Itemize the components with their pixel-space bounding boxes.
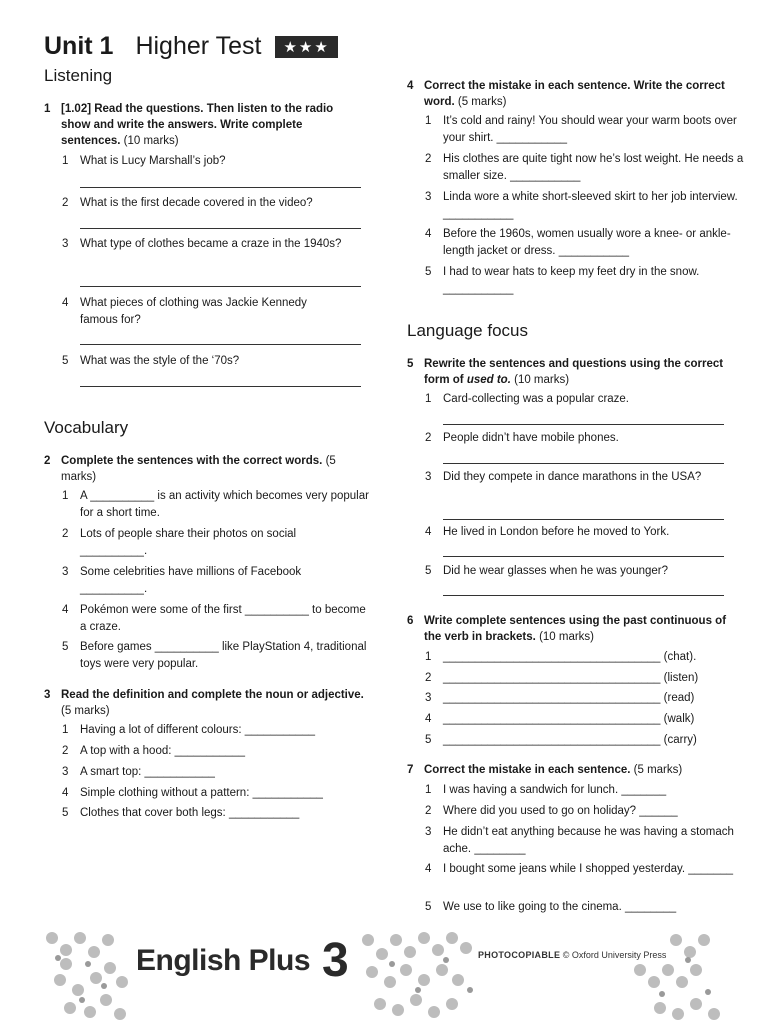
q1-item-2 xyxy=(44,195,364,212)
q2-item-3 xyxy=(44,564,364,598)
item-number: 1 xyxy=(425,115,432,127)
brand-level-number: 3 xyxy=(322,934,349,987)
question-2 xyxy=(44,453,364,485)
item-number: 1 xyxy=(425,784,432,796)
answer-blank[interactable]: __________________________________ xyxy=(443,651,661,663)
item-number: 2 xyxy=(425,672,432,684)
item-text: What is Lucy Marshall’s job? xyxy=(80,155,226,167)
item-text: I was having a sandwich for lunch. _______ xyxy=(443,784,667,796)
item-number: 5 xyxy=(62,355,69,367)
item-number: 1 xyxy=(425,651,432,663)
question-number: 6 xyxy=(407,615,414,627)
instruction-text: Rewrite the sentences and questions using the correct form of xyxy=(424,358,724,386)
copyright-text: © Oxford University Press xyxy=(562,950,667,960)
verb-hint: (carry) xyxy=(663,734,697,746)
q6-item-4 xyxy=(407,711,727,728)
item-number: 3 xyxy=(425,191,432,203)
item-number: 1 xyxy=(62,155,69,167)
copyright-notice xyxy=(474,948,670,962)
q4-item-4 xyxy=(407,226,731,260)
q3-item-2 xyxy=(44,743,364,760)
decorative-dot-pattern xyxy=(0,920,768,1024)
answer-line[interactable] xyxy=(443,595,724,596)
item-text: Before the 1960s, women usually wore a knee- or ankle-length jacket or dress. ___________ xyxy=(443,228,731,257)
q4-item-3 xyxy=(407,189,738,223)
item-number: 3 xyxy=(425,471,432,483)
marks-label: (5 marks) xyxy=(61,705,110,717)
q3-item-1 xyxy=(44,722,364,739)
q1-item-3 xyxy=(44,236,364,253)
item-text: I had to wear hats to keep my feet dry in the snow. ___________ xyxy=(443,266,700,295)
item-text: A __________ is an activity which becomes very popular for a short time. xyxy=(80,490,369,519)
q5-item-3 xyxy=(407,469,727,486)
item-number: 4 xyxy=(62,604,69,616)
q7-item-2 xyxy=(407,803,727,820)
instruction-text: Write complete sentences using the past continuous of the verb in brackets. xyxy=(424,615,727,643)
item-text: Pokémon were some of the first __________ to become a craze. xyxy=(80,604,366,633)
q5-item-5 xyxy=(407,563,727,580)
item-text: Did he wear glasses when he was younger? xyxy=(443,565,669,577)
item-text: People didn’t have mobile phones. xyxy=(443,432,619,444)
q5-item-2 xyxy=(407,430,727,447)
item-number: 4 xyxy=(425,863,432,875)
answer-line[interactable] xyxy=(443,463,724,464)
item-text: Did they compete in dance marathons in the USA? xyxy=(443,471,702,483)
q3-item-5 xyxy=(44,805,364,822)
question-6 xyxy=(407,613,727,645)
item-text: It’s cold and rainy! You should wear your warm boots over your shirt. ___________ xyxy=(443,115,737,144)
marks-label: (5 marks) xyxy=(457,96,507,108)
question-3 xyxy=(44,687,364,719)
question-7-instruction xyxy=(407,762,727,778)
answer-line[interactable] xyxy=(80,228,361,229)
item-number: 1 xyxy=(62,490,69,502)
item-text: Linda wore a white short-sleeved skirt to her job interview. ___________ xyxy=(443,191,738,220)
q4-item-5 xyxy=(407,264,727,298)
answer-line[interactable] xyxy=(80,286,361,287)
item-text: Clothes that cover both legs: ___________ xyxy=(80,807,300,819)
answer-blank[interactable]: __________________________________ xyxy=(443,692,661,704)
item-text: We use to like going to the cinema. ________ xyxy=(443,901,677,913)
question-5-instruction xyxy=(407,356,727,388)
item-number: 5 xyxy=(425,266,432,278)
q2-item-5 xyxy=(44,639,367,673)
brand-name: English Plus xyxy=(136,944,311,977)
instruction-text: [1.02] Read the questions. Then listen to the radio show and write the answers. Write complete sentences. xyxy=(61,103,334,147)
q4-item-1 xyxy=(407,113,737,147)
item-text: Card-collecting was a popular craze. xyxy=(443,393,630,405)
marks-label: (10 marks) xyxy=(123,135,179,147)
item-number: 2 xyxy=(425,153,432,165)
photocopiable-label: PHOTOCOPIABLE xyxy=(478,950,561,960)
marks-label: (5 marks) xyxy=(633,764,683,776)
item-number: 5 xyxy=(425,901,432,913)
item-text: What was the style of the ‘70s? xyxy=(80,355,240,367)
question-number: 4 xyxy=(407,80,414,92)
q6-item-3 xyxy=(407,690,727,707)
section-title-language-focus: Language focus xyxy=(407,321,528,340)
item-number: 4 xyxy=(425,713,432,725)
item-text: He lived in London before he moved to York. xyxy=(443,526,670,538)
item-text: What pieces of clothing was Jackie Kennedy famous for? xyxy=(80,297,307,326)
item-number: 1 xyxy=(62,724,69,736)
item-text: What is the first decade covered in the video? xyxy=(80,197,313,209)
instruction-text: Correct the mistake in each sentence. Write the correct word. xyxy=(424,80,725,108)
question-5 xyxy=(407,356,727,388)
item-number: 5 xyxy=(425,734,432,746)
answer-line[interactable] xyxy=(80,187,361,188)
q7-item-5 xyxy=(407,899,727,916)
instruction-text: Complete the sentences with the correct words. xyxy=(61,455,323,467)
item-number: 1 xyxy=(425,393,432,405)
instruction-text: Correct the mistake in each sentence. xyxy=(424,764,631,776)
marks-label: (5 marks) xyxy=(61,455,336,483)
brand-logo xyxy=(128,932,357,990)
item-text: His clothes are quite tight now he’s lost weight. He needs a smaller size. ___________ xyxy=(443,153,744,182)
q2-item-4 xyxy=(44,602,364,636)
q3-item-3 xyxy=(44,764,364,781)
q2-item-1 xyxy=(44,488,369,522)
section-title-vocabulary: Vocabulary xyxy=(44,418,129,437)
q1-item-5 xyxy=(44,353,364,370)
item-number: 3 xyxy=(62,238,69,250)
verb-hint: (walk) xyxy=(663,713,695,725)
item-number: 4 xyxy=(62,297,69,309)
item-text: Simple clothing without a pattern: ___________ xyxy=(80,787,323,799)
question-number: 7 xyxy=(407,764,414,776)
item-number: 2 xyxy=(62,197,69,209)
item-text: Lots of people share their photos on social __________. xyxy=(80,528,297,557)
item-text: A top with a hood: ___________ xyxy=(80,745,245,757)
item-number: 2 xyxy=(62,745,69,757)
answer-blank[interactable]: __________________________________ xyxy=(443,672,661,684)
answer-blank[interactable]: __________________________________ xyxy=(443,734,661,746)
page-header xyxy=(44,32,338,61)
instruction-emphasis: used to. xyxy=(466,374,511,386)
q2-item-2 xyxy=(44,526,364,560)
question-number: 2 xyxy=(44,455,51,467)
answer-line[interactable] xyxy=(80,386,361,387)
marks-label: (10 marks) xyxy=(514,374,570,386)
q3-item-4 xyxy=(44,785,364,802)
question-2-instruction xyxy=(44,453,364,485)
item-number: 4 xyxy=(425,228,432,240)
q4-item-2 xyxy=(407,151,744,185)
item-number: 3 xyxy=(425,692,432,704)
question-4-instruction xyxy=(407,78,727,110)
item-text: What type of clothes became a craze in the 1940s? xyxy=(80,238,342,250)
item-number: 3 xyxy=(62,766,69,778)
q1-item-4 xyxy=(44,295,364,329)
test-level: Higher Test xyxy=(135,32,262,60)
q6-item-2 xyxy=(407,670,727,687)
item-number: 5 xyxy=(425,565,432,577)
question-7 xyxy=(407,762,727,778)
marks-label: (10 marks) xyxy=(539,631,595,643)
answer-line[interactable] xyxy=(443,519,724,520)
q6-item-5 xyxy=(407,732,727,749)
instruction-text: Read the definition and complete the noun or adjective. xyxy=(61,689,364,701)
q6-item-1 xyxy=(407,649,727,666)
item-number: 2 xyxy=(425,432,432,444)
question-number: 3 xyxy=(44,689,51,701)
q5-item-4 xyxy=(407,524,727,541)
verb-hint: (read) xyxy=(663,692,695,704)
question-1 xyxy=(44,101,364,149)
item-number: 2 xyxy=(425,805,432,817)
question-6-instruction xyxy=(407,613,727,645)
verb-hint: (listen) xyxy=(663,672,699,684)
q5-item-1 xyxy=(407,391,727,408)
item-number: 5 xyxy=(62,807,69,819)
q7-item-4 xyxy=(407,861,734,878)
answer-line[interactable] xyxy=(443,556,724,557)
difficulty-stars: ★★★ xyxy=(275,36,337,58)
question-number: 5 xyxy=(407,358,414,370)
page-footer xyxy=(0,920,768,1024)
q7-item-3 xyxy=(407,824,734,858)
item-text: Where did you used to go on holiday? ______ xyxy=(443,805,678,817)
item-number: 3 xyxy=(425,826,432,838)
verb-hint: (chat). xyxy=(663,651,697,663)
item-number: 3 xyxy=(62,566,69,578)
answer-blank[interactable]: __________________________________ xyxy=(443,713,661,725)
question-3-instruction xyxy=(44,687,364,719)
item-text: A smart top: ___________ xyxy=(80,766,215,778)
section-title-listening: Listening xyxy=(44,66,113,85)
answer-line[interactable] xyxy=(443,424,724,425)
item-text: Having a lot of different colours: ___________ xyxy=(80,724,316,736)
item-text: Before games __________ like PlayStation 4, traditional toys were very popular. xyxy=(80,641,367,670)
item-number: 5 xyxy=(62,641,69,653)
q1-item-1 xyxy=(44,153,364,170)
unit-title: Unit 1 xyxy=(44,32,114,60)
q7-item-1 xyxy=(407,782,727,799)
item-text: Some celebrities have millions of Facebook __________. xyxy=(80,566,302,595)
item-number: 4 xyxy=(62,787,69,799)
question-number: 1 xyxy=(44,103,51,115)
item-text: He didn’t eat anything because he was having a stomach ache. ________ xyxy=(443,826,734,855)
question-1-instruction xyxy=(44,101,364,149)
item-text: I bought some jeans while I shopped yesterday. _______ xyxy=(443,863,734,875)
question-4 xyxy=(407,78,727,110)
item-number: 2 xyxy=(62,528,69,540)
answer-line[interactable] xyxy=(80,344,361,345)
item-number: 4 xyxy=(425,526,432,538)
